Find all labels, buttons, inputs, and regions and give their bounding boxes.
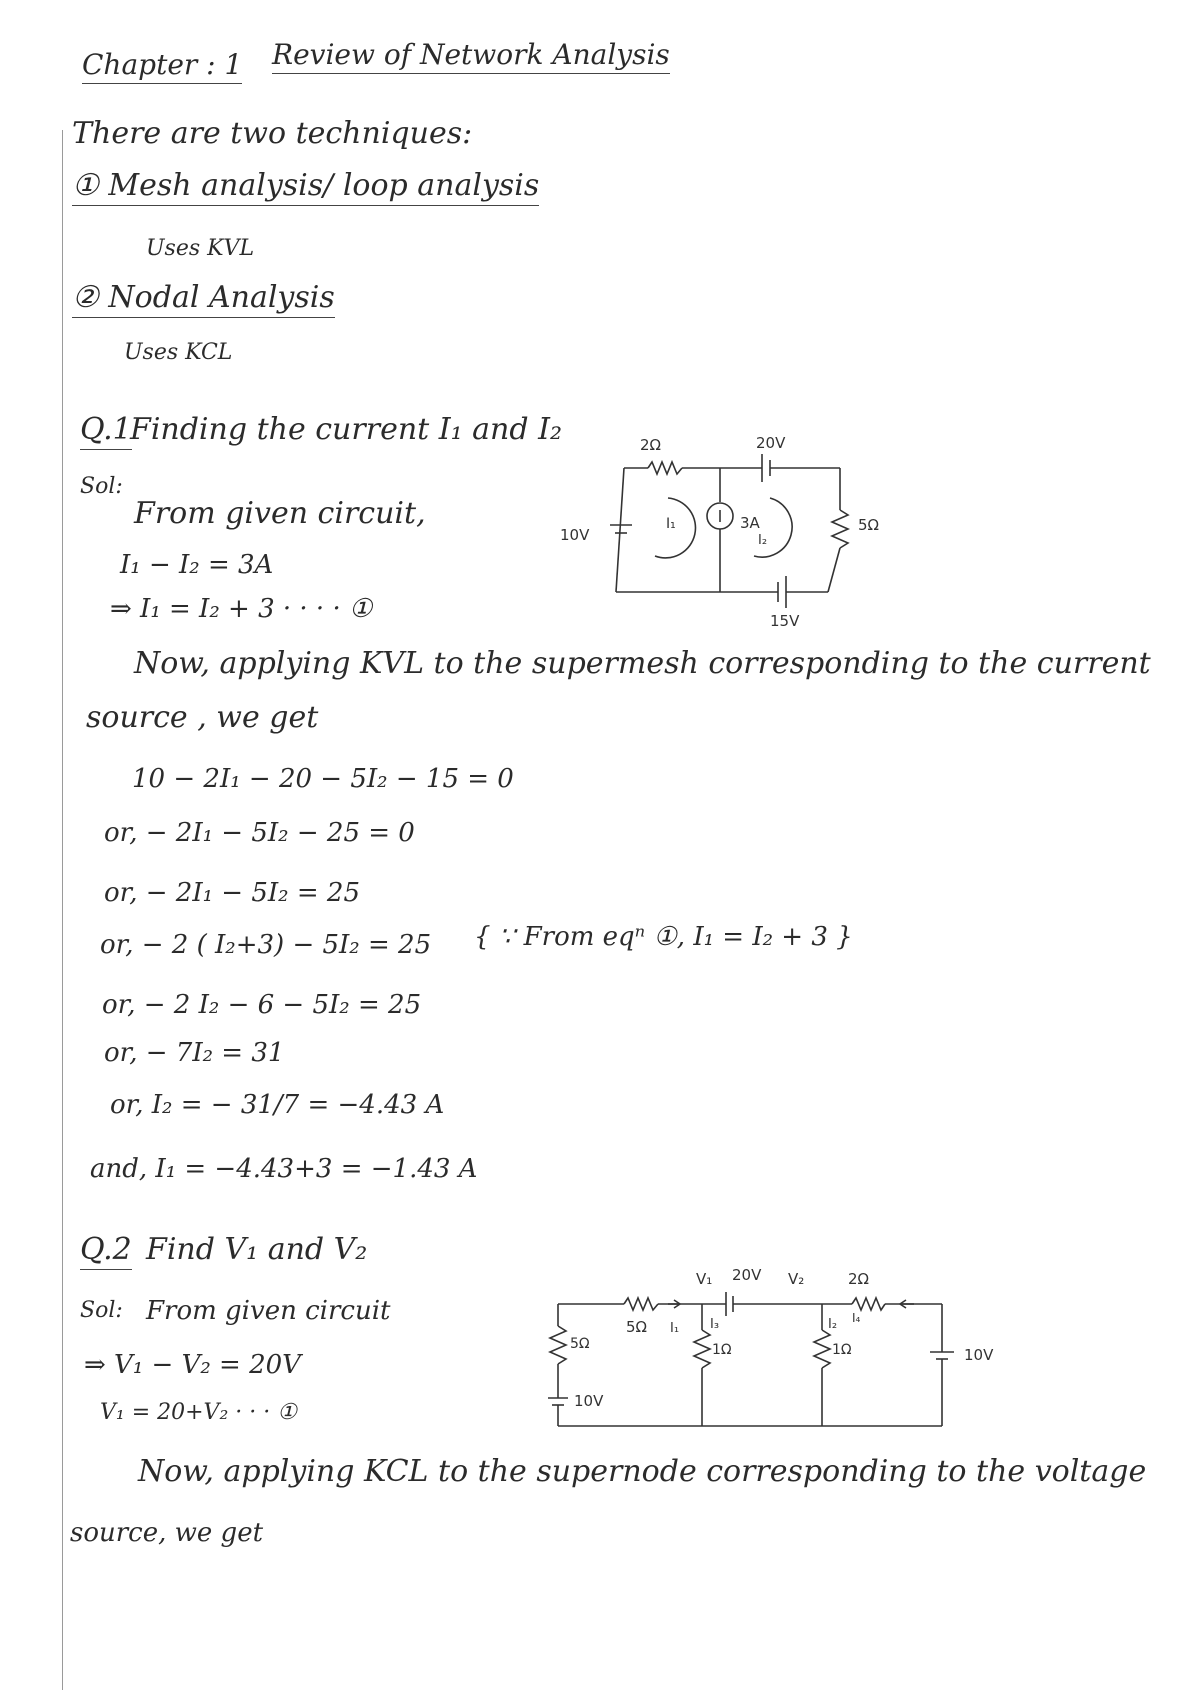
chapter-title: Review of Network Analysis	[272, 38, 670, 74]
q2-label: Q.2	[80, 1232, 132, 1270]
q1-line: or, − 2I₁ − 5I₂ − 25 = 0	[104, 818, 415, 848]
q1-circuit-v-left: 10V	[560, 526, 590, 544]
q1-circuit-v-top: 20V	[756, 434, 786, 452]
q2-circuit-v2: V₂	[788, 1270, 805, 1288]
q1-line: or, I₂ = − 31/7 = −4.43 A	[110, 1090, 445, 1120]
q2-circuit-r-right-top: 2Ω	[848, 1270, 870, 1288]
q1-line: ⇒ I₁ = I₂ + 3 · · · · ①	[110, 594, 373, 624]
q1-line: I₁ − I₂ = 3A	[120, 550, 274, 580]
q2-circuit-v-src: 20V	[732, 1266, 762, 1284]
q1-label: Q.1	[80, 412, 132, 450]
q2-sol-label: Sol:	[80, 1298, 123, 1323]
q2-line: Now, applying KCL to the supernode corresponding to the voltage	[138, 1454, 1147, 1489]
q1-line: 10 − 2I₁ − 20 − 5I₂ − 15 = 0	[132, 764, 514, 794]
q1-line: or, − 7I₂ = 31	[104, 1038, 285, 1068]
q1-line: Now, applying KVL to the supermesh corresponding to the current	[134, 646, 1151, 681]
q2-line: From given circuit	[146, 1296, 391, 1326]
q1-question: Finding the current I₁ and I₂	[130, 412, 562, 447]
q1-circuit-isrc: 3A	[740, 514, 760, 532]
q1-line: or, − 2 I₂ − 6 − 5I₂ = 25	[102, 990, 422, 1020]
q2-circuit-r-left: 5Ω	[570, 1336, 590, 1352]
q2-line: V₁ = 20+V₂ · · · ①	[100, 1400, 297, 1425]
q2-line: ⇒ V₁ − V₂ = 20V	[84, 1350, 301, 1380]
q1-circuit-i2: I₂	[758, 533, 768, 548]
q1-line: { ∵ From eqⁿ ①, I₁ = I₂ + 3 }	[474, 922, 853, 952]
q1-circuit-v-bottom: 15V	[770, 612, 800, 630]
nodal-title: ② Nodal Analysis	[72, 280, 335, 318]
q1-circuit-r-right: 5Ω	[858, 516, 880, 534]
q1-line: and, I₁ = −4.43+3 = −1.43 A	[90, 1154, 478, 1184]
chapter-label: Chapter : 1	[82, 48, 242, 84]
q2-circuit-i2: I₂	[828, 1317, 838, 1332]
q2-circuit-v-left: 10V	[574, 1392, 604, 1410]
q2-line: source, we get	[70, 1518, 264, 1548]
q1-line: From given circuit,	[134, 496, 426, 531]
q2-circuit-v1: V₁	[696, 1270, 713, 1288]
q2-circuit-i4: I₄	[852, 1311, 861, 1325]
q1-line: source , we get	[86, 700, 319, 735]
nodal-uses: Uses KCL	[124, 340, 233, 365]
q2-question: Find V₁ and V₂	[146, 1232, 368, 1267]
q2-circuit-i3: I₃	[710, 1317, 720, 1332]
q2-circuit-i1: I₁	[670, 1321, 680, 1336]
techniques-line: There are two techniques:	[72, 116, 473, 151]
mesh-title: ① Mesh analysis/ loop analysis	[72, 168, 539, 206]
q2-circuit-diagram	[540, 1240, 1040, 1440]
q1-line: or, − 2 ( I₂+3) − 5I₂ = 25	[100, 930, 432, 960]
q1-line: or, − 2I₁ − 5I₂ = 25	[104, 878, 360, 908]
q1-sol-label: Sol:	[80, 474, 123, 499]
q1-circuit-i1: I₁	[666, 516, 676, 532]
mesh-uses: Uses KVL	[146, 236, 255, 261]
q2-circuit-r-top: 5Ω	[626, 1318, 648, 1336]
q2-circuit-r-mid1: 1Ω	[712, 1342, 732, 1358]
margin-line	[62, 130, 63, 1690]
q1-circuit-diagram	[540, 420, 920, 630]
q1-circuit-r-top: 2Ω	[640, 436, 662, 454]
q2-circuit-v-right: 10V	[964, 1346, 994, 1364]
q2-circuit-r-mid2: 1Ω	[832, 1342, 852, 1358]
